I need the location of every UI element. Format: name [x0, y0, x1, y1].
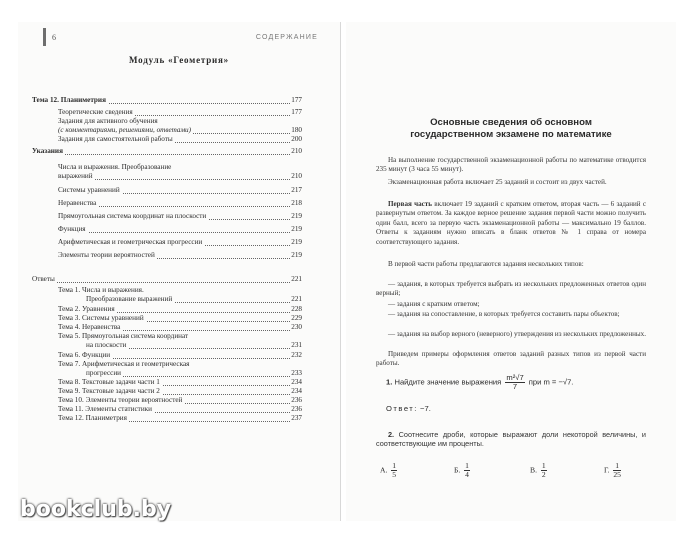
toc-entry-page: 180 — [291, 126, 302, 134]
toc-entry-page: 228 — [291, 305, 302, 313]
option-denominator: 2 — [541, 470, 546, 479]
toc-entry — [58, 212, 302, 222]
option-letter: Б. — [454, 465, 461, 475]
toc-entry — [32, 96, 302, 106]
option-fraction — [613, 462, 621, 479]
toc-entry — [86, 341, 302, 351]
toc-entry — [58, 135, 302, 145]
toc-entry — [58, 172, 302, 182]
toc-entry-page: 221 — [291, 295, 302, 303]
option-item — [530, 462, 549, 479]
toc-entry-page: 236 — [291, 396, 302, 404]
toc-entry-label: Тема 9. Текстовые задачи части 2 — [58, 387, 160, 395]
section-title — [346, 117, 676, 141]
toc-entry — [58, 238, 302, 248]
option-denominator: 4 — [465, 470, 469, 479]
bullet-true-false: — задания на выбор верного (неверного) утверждения из нескольких предложенных. — [388, 330, 646, 338]
toc-entry — [58, 199, 302, 209]
task-2-number: 2. — [388, 430, 395, 439]
toc-entry-page: 177 — [291, 108, 302, 116]
right-page — [346, 22, 676, 521]
toc-entry-label: Числа и выражения. Преобразование — [58, 163, 172, 171]
toc-entry-page: 200 — [291, 135, 302, 143]
toc-leader-dots — [32, 154, 302, 155]
task-1 — [386, 374, 573, 391]
option-numerator: 1 — [392, 461, 397, 470]
toc-entry-page: 221 — [291, 275, 302, 283]
toc-entry-page: 229 — [291, 314, 302, 322]
toc-entry-page: 231 — [291, 341, 302, 349]
toc-entry-label: Элементы теории вероятностей — [58, 251, 155, 259]
toc-entry-page: 230 — [291, 323, 302, 331]
watermark-logo: bookclub.by — [20, 497, 172, 522]
toc-entry-page: 219 — [291, 251, 302, 259]
toc-entry-label: выражений — [58, 172, 93, 180]
paragraph-duration: На выполнение государственной экзаменационной работы по математике отводится 235 минут (3 часа 55 минут). — [376, 156, 646, 174]
toc-entry-label: Преобразование выражений — [86, 295, 173, 303]
toc-entry-page: 237 — [291, 414, 302, 422]
toc-leader-dots — [58, 232, 302, 233]
toc-entry-page: 177 — [291, 96, 302, 104]
bullet-choice: — задания, в которых требуется выбрать из нескольких предложенных ответов один верный; — [376, 280, 646, 298]
option-denominator: 5 — [392, 470, 397, 479]
toc-entry-label: Тема 12. Планиметрия — [32, 96, 106, 104]
answer-label: Ответ: — [386, 404, 418, 413]
toc-entry-page: 210 — [291, 172, 302, 180]
option-letter: В. — [530, 465, 537, 475]
task-2-text: Соотнесите дроби, которые выражают доли некоторой величины, и соответствующие им проценты. — [376, 430, 647, 449]
option-item — [380, 462, 399, 479]
first-part-text: включает 19 заданий с кратким ответом, вторая часть — 6 заданий с развернутым ответом. За каждое верное решение задания первой части можно получить один балл, всего за первую часть экзаменационной работы — максимально 19 баллов. Ответы к заданиям нужно вписать в бланк ответов № 1 справа от номера соответствующего задания. — [376, 200, 646, 246]
section-title-line-1: Основные сведения об основном — [430, 117, 592, 128]
toc-entry-label: Функция — [58, 225, 86, 233]
toc-entry-label: Задания для активного обучения — [58, 117, 158, 125]
toc-entry-label: Тема 10. Элементы теории вероятностей — [58, 396, 183, 404]
bullet-matching: — задания на сопоставление, в которых требуется составить пары объектов; — [388, 310, 620, 318]
task-1-fraction-denominator: 7 — [512, 382, 518, 391]
option-numerator: 1 — [465, 461, 469, 470]
paragraph-structure: Экзаменационная работа включает 25 заданий и состоит из двух частей. — [388, 178, 607, 186]
task-1-fraction-numerator: m²√7 — [506, 373, 524, 382]
option-item — [454, 462, 472, 479]
toc-entry-label: прогрессии — [86, 369, 122, 377]
toc-entry-page: 219 — [291, 212, 302, 220]
toc-entry-label: на плоскости — [86, 341, 127, 349]
option-numerator: 1 — [541, 461, 546, 470]
running-head: СОДЕРЖАНИЕ — [255, 34, 318, 41]
toc-entry-label: Тема 3. Системы уравнений — [58, 314, 144, 322]
toc-entry-label: Задания для самостоятельной работы — [58, 135, 173, 143]
toc-entry-label: Тема 11. Элементы статистики — [58, 405, 153, 413]
option-letter: А. — [380, 465, 388, 475]
toc-entry-page: 234 — [291, 387, 302, 395]
toc-entry-label: Тема 7. Арифметическая и геометрическая — [58, 360, 190, 368]
task-2 — [376, 430, 646, 449]
option-fraction — [464, 462, 470, 479]
toc-entry-label: Тема 4. Неравенства — [58, 323, 121, 331]
bullet-short-answer: — задания с кратким ответом; — [388, 300, 480, 308]
toc-entry-page: 236 — [291, 405, 302, 413]
toc-entry-page: 219 — [291, 225, 302, 233]
left-page — [18, 22, 341, 521]
toc-entry — [32, 147, 302, 157]
option-denominator: 25 — [613, 470, 621, 479]
paragraph-task-types: В первой части работы предлагаются задания нескольких типов: — [388, 260, 584, 268]
answer-value: −7. — [420, 404, 431, 413]
option-fraction — [541, 462, 547, 479]
toc-entry-label: Тема 12. Планиметрия — [58, 414, 127, 422]
toc-entry-label: Системы уравнений — [58, 186, 120, 194]
toc-entry-page: 218 — [291, 199, 302, 207]
toc-leader-dots — [32, 282, 302, 283]
toc-entry-page: 234 — [291, 378, 302, 386]
option-numerator: 1 — [615, 461, 620, 470]
toc-entry — [32, 275, 302, 285]
first-part-lead: Первая часть — [388, 200, 433, 208]
toc-entry-label: Арифметическая и геометрическая прогрессии — [58, 238, 203, 246]
option-item — [604, 462, 623, 479]
paragraph-first-part — [376, 200, 646, 247]
toc-entry-label: Тема 8. Текстовые задачи части 1 — [58, 378, 160, 386]
toc-entry-page: 219 — [291, 238, 302, 246]
toc-entry-label: Теоретические сведения — [58, 108, 133, 116]
task-1-text: Найдите значение выражения — [394, 377, 502, 387]
toc-entry — [86, 295, 302, 305]
task-1-condition: при m = −√7. — [528, 377, 574, 387]
toc-entry — [58, 414, 302, 424]
toc-entry-page: 210 — [291, 147, 302, 155]
toc-entry-label: Указания — [32, 147, 63, 155]
toc-entry-label: Неравенства — [58, 199, 97, 207]
option-letter: Г. — [604, 465, 610, 475]
toc-entry-label: Тема 5. Прямоугольная система координат — [58, 332, 189, 340]
toc-entry — [58, 186, 302, 196]
option-fraction — [391, 462, 397, 479]
toc-entry-label: Прямоугольная система координат на плоскости — [58, 212, 207, 220]
toc-entry-label: Тема 2. Уравнения — [58, 305, 115, 313]
module-title: Модуль «Геометрия» — [129, 55, 229, 65]
task-1-fraction — [505, 374, 524, 391]
toc-entry-page: 232 — [291, 351, 302, 359]
task-1-answer — [386, 404, 431, 413]
task-1-number: 1. — [386, 377, 393, 387]
toc-entry — [58, 225, 302, 235]
toc-entry-label: Тема 6. Функции — [58, 351, 111, 359]
page-number: 6 — [52, 33, 56, 42]
section-title-line-2: государственном экзамене по математике — [410, 129, 612, 140]
toc-entry-label: Тема 1. Числа и выражения. — [58, 286, 144, 294]
toc-entry — [58, 251, 302, 261]
header-bar — [43, 28, 46, 46]
toc-entry-label: Ответы — [32, 275, 55, 283]
toc-entry-page: 233 — [291, 369, 302, 377]
toc-entry-label: (с комментариями, решениями, ответами) — [58, 126, 192, 134]
paragraph-examples: Приведем примеры оформления ответов заданий разных типов из первой части работы. — [376, 350, 646, 368]
toc-entry-page: 217 — [291, 186, 302, 194]
